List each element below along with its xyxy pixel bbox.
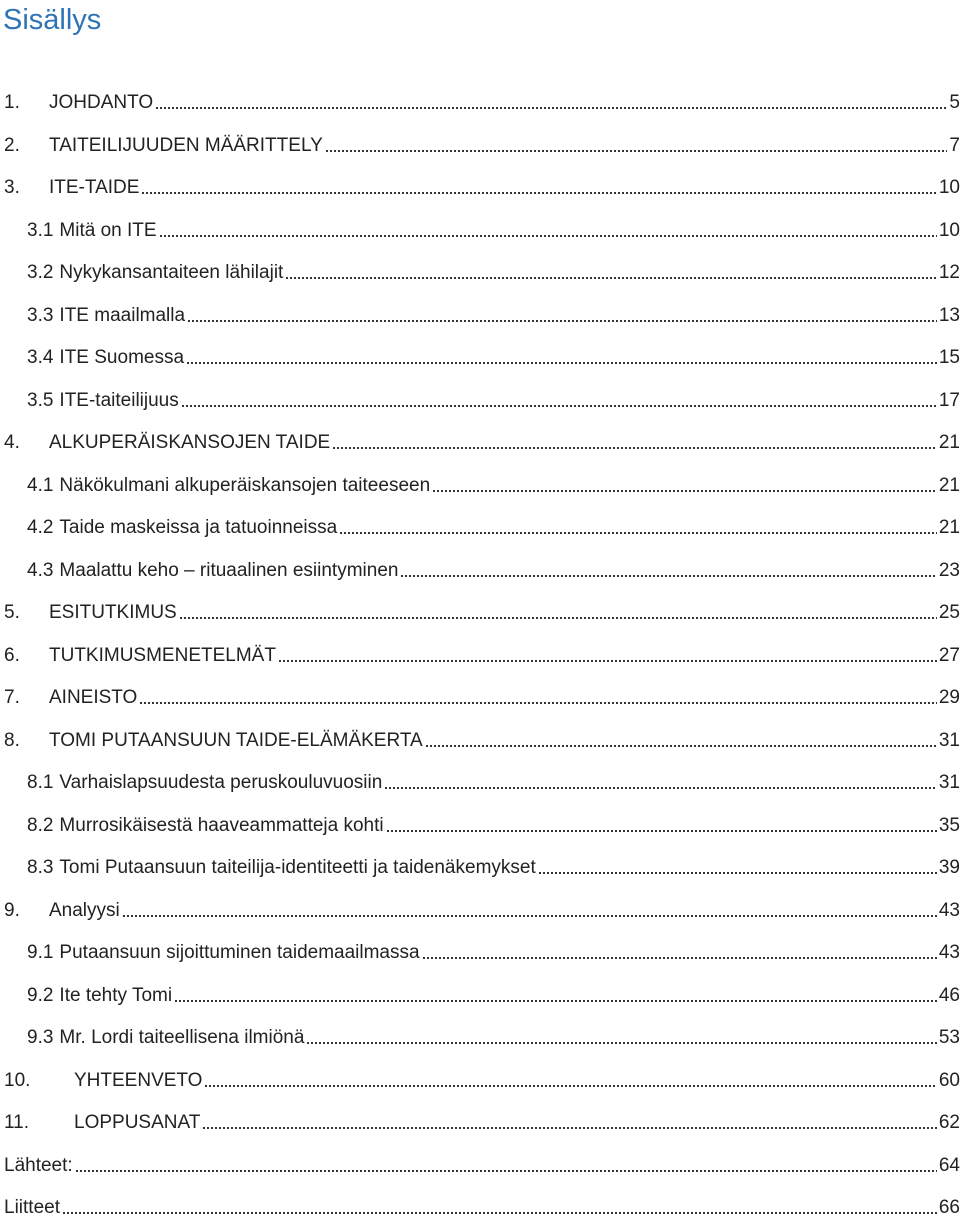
toc-entry[interactable] <box>27 977 960 1007</box>
toc-entry-number: 3.4 <box>27 347 54 368</box>
dot-leader <box>432 490 937 492</box>
dot-leader <box>75 1170 937 1172</box>
toc-entry-number: 6. <box>4 644 20 666</box>
toc-entry-number: 3.5 <box>27 389 54 411</box>
toc-entry[interactable] <box>4 84 960 114</box>
toc-entry-label: AINEISTO <box>49 687 138 708</box>
dot-leader <box>174 1000 937 1002</box>
dot-leader <box>122 915 937 917</box>
toc-entry-number: 8.2 <box>27 814 54 836</box>
toc-entry-page: 17 <box>938 389 960 411</box>
dot-leader <box>155 107 947 109</box>
dot-leader <box>425 745 937 747</box>
toc-entry-number: 11. <box>4 1112 30 1133</box>
dot-leader <box>538 872 937 874</box>
toc-entry-label: ITE-taiteilijuus <box>59 389 179 411</box>
toc-entry-number: 2. <box>4 134 20 156</box>
dot-leader <box>139 702 937 704</box>
toc-entry[interactable] <box>27 339 960 369</box>
toc-entry-label: LOPPUSANAT <box>74 1112 201 1133</box>
toc-entry-page: 15 <box>938 347 960 368</box>
toc-entry-page: 21 <box>938 474 960 496</box>
toc-entry[interactable] <box>4 722 960 752</box>
toc-entry-label: TOMI PUTAANSUUN TAIDE-ELÄMÄKERTA <box>49 729 423 751</box>
toc-entry[interactable] <box>27 509 960 539</box>
toc-entry-number: 9. <box>4 899 20 921</box>
toc-entry-label: Taide maskeissa ja tatuoinneissa <box>59 517 338 538</box>
toc-entry-label: ITE-TAIDE <box>49 177 140 198</box>
toc-entry-label: Nykykansantaiteen lähilajit <box>59 262 284 283</box>
toc-entry-label: ITE Suomessa <box>59 347 185 368</box>
toc-entry[interactable] <box>4 169 960 199</box>
toc-entry-number: 3. <box>4 177 20 198</box>
toc-entry[interactable] <box>4 594 960 624</box>
toc-entry-label: Mitä on ITE <box>59 219 157 241</box>
toc-entry-label: Tomi Putaansuun taiteilija-identiteetti ja taidenäkemykset <box>59 857 536 878</box>
toc-entry-label: ALKUPERÄISKANSOJEN TAIDE <box>49 432 331 453</box>
toc-entry-page: 64 <box>938 1154 960 1176</box>
toc-entry[interactable] <box>4 1104 960 1134</box>
dot-leader <box>159 235 937 237</box>
toc-heading: Sisällys <box>3 4 102 36</box>
toc-entry[interactable] <box>4 1147 960 1177</box>
dot-leader <box>179 617 937 619</box>
toc-entry-label: Näkökulmani alkuperäiskansojen taiteeseen <box>59 474 431 496</box>
toc-entry-label: Murrosikäisestä haaveammatteja kohti <box>59 814 384 836</box>
dot-leader <box>62 1212 937 1214</box>
toc-entry[interactable] <box>4 679 960 709</box>
toc-entry-number: 8.3 <box>27 857 54 878</box>
dot-leader <box>306 1042 936 1044</box>
toc-entry-page: 5 <box>949 92 960 113</box>
toc-entry[interactable] <box>27 807 960 837</box>
toc-entry-label: Ite tehty Tomi <box>59 984 173 1006</box>
toc-entry-number: 3.1 <box>27 219 54 241</box>
toc-entry[interactable] <box>27 297 960 327</box>
toc-entry-number: 5. <box>4 602 20 623</box>
toc-entry-page: 21 <box>938 432 960 453</box>
toc-entry-page: 21 <box>938 517 960 538</box>
toc-entry[interactable] <box>4 637 960 667</box>
toc-entry-number: 4.1 <box>27 474 54 496</box>
dot-leader <box>325 150 948 152</box>
dot-leader <box>141 192 936 194</box>
toc-entry-page: 23 <box>938 559 960 581</box>
toc-entry-number: 4.2 <box>27 517 54 538</box>
toc-entry-label: Putaansuun sijoittuminen taidemaailmassa <box>59 942 420 963</box>
toc-entry-number: 1. <box>4 92 20 113</box>
toc-entry[interactable] <box>27 764 960 794</box>
toc-entry-number: 3.2 <box>27 262 54 283</box>
toc-entry-page: 66 <box>938 1197 960 1218</box>
toc-entry-page: 53 <box>938 1027 960 1048</box>
toc-entry[interactable] <box>4 892 960 922</box>
dot-leader <box>186 362 937 364</box>
toc-entry-page: 10 <box>938 219 960 241</box>
dot-leader <box>332 447 937 449</box>
toc-entry-number: 9.2 <box>27 984 54 1006</box>
toc-entry[interactable] <box>27 934 960 964</box>
toc-entry-page: 27 <box>938 644 960 666</box>
toc-entry-page: 43 <box>938 942 960 963</box>
toc-entry-page: 35 <box>938 814 960 836</box>
toc-entry[interactable] <box>27 212 960 242</box>
toc-entry[interactable] <box>27 1019 960 1049</box>
dot-leader <box>422 957 937 959</box>
toc-entry-label: ESITUTKIMUS <box>49 602 177 623</box>
toc-entry-page: 62 <box>938 1112 960 1133</box>
toc-entry-page: 31 <box>938 729 960 751</box>
toc-entry-label: ITE maailmalla <box>59 304 186 326</box>
toc-entry[interactable] <box>27 382 960 412</box>
dot-leader <box>187 320 937 322</box>
toc-entry-page: 25 <box>938 602 960 623</box>
toc-entry[interactable] <box>27 254 960 284</box>
toc-entry-page: 7 <box>949 134 960 156</box>
toc-entry-number: 3.3 <box>27 304 54 326</box>
toc-entry-label: Maalattu keho – rituaalinen esiintyminen <box>59 559 399 581</box>
toc-entry-label: Mr. Lordi taiteellisena ilmiönä <box>59 1027 305 1048</box>
toc-entry-label: JOHDANTO <box>49 92 154 113</box>
toc-entry-page: 10 <box>938 177 960 198</box>
toc-entry[interactable] <box>27 467 960 497</box>
toc-entry-label: YHTEENVETO <box>74 1069 203 1091</box>
dot-leader <box>285 277 937 279</box>
toc-entry[interactable] <box>4 424 960 454</box>
dot-leader <box>384 787 937 789</box>
toc-entry-page: 60 <box>938 1069 960 1091</box>
toc-entry-label: TUTKIMUSMENETELMÄT <box>49 644 276 666</box>
toc-entry-page: 12 <box>938 262 960 283</box>
dot-leader <box>204 1085 936 1087</box>
toc-entry-page: 46 <box>938 984 960 1006</box>
toc-entry-number: 9.3 <box>27 1027 54 1048</box>
toc-entry-page: 13 <box>938 304 960 326</box>
dot-leader <box>339 532 937 534</box>
toc-entry-number: 8. <box>4 729 20 751</box>
toc-entry-page: 39 <box>938 857 960 878</box>
toc-entry-page: 29 <box>938 687 960 708</box>
toc-entry[interactable] <box>4 1062 960 1092</box>
toc-entry-label: Liitteet <box>4 1197 60 1218</box>
toc-entry-label: Analyysi <box>49 899 120 921</box>
toc-entry-number: 10. <box>4 1069 31 1091</box>
toc-entry-page: 31 <box>938 772 960 793</box>
toc-entry[interactable] <box>27 552 960 582</box>
dot-leader <box>181 405 937 407</box>
toc-entry[interactable] <box>27 849 960 879</box>
toc-entry-label: Lähteet: <box>4 1154 73 1176</box>
toc-entry-page: 43 <box>938 899 960 921</box>
toc-entry-number: 4.3 <box>27 559 54 581</box>
toc-entry-number: 7. <box>4 687 20 708</box>
dot-leader <box>400 575 936 577</box>
dot-leader <box>202 1127 937 1129</box>
toc-entry-number: 9.1 <box>27 942 54 963</box>
toc-entry-label: TAITEILIJUUDEN MÄÄRITTELY <box>49 134 323 156</box>
toc-entry-label: Varhaislapsuudesta peruskouluvuosiin <box>59 772 383 793</box>
toc-entry[interactable] <box>4 127 960 157</box>
dot-leader <box>278 660 937 662</box>
toc-entry-number: 4. <box>4 432 20 453</box>
toc-entry[interactable] <box>4 1189 960 1219</box>
toc-entry-number: 8.1 <box>27 772 54 793</box>
dot-leader <box>386 830 937 832</box>
